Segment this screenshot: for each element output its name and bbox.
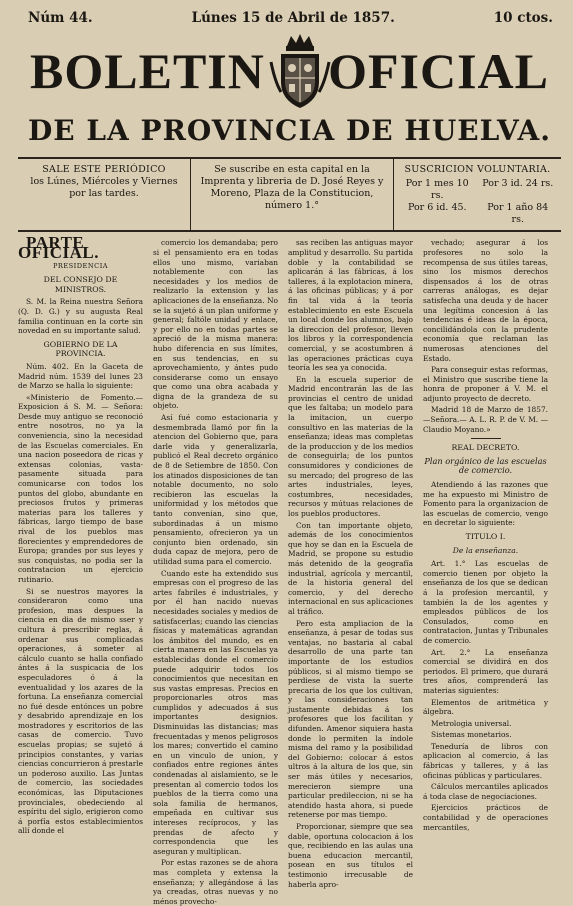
- issue-number: Núm 44.: [28, 10, 93, 26]
- paragraph: Teneduría de libros con aplicacion al comercio, á las fábricas y talleres, y á las oficinas públicas y particulares.: [423, 741, 548, 780]
- issue-price: 10 ctos.: [493, 10, 553, 26]
- issue-date: Lúnes 15 de Abril de 1857.: [191, 10, 395, 26]
- parte-oficial-heading: PARTE OFICIAL.: [18, 233, 99, 262]
- section-heading: PRESIDENCIA: [52, 261, 109, 270]
- paragraph: S. M. la Reina nuestra Señora (Q. D. G.) y su augusta Real familia continuan en la corte sin novedad en su importante salud.: [18, 297, 143, 336]
- subscription-place-box: [191, 159, 394, 230]
- price-list: [400, 178, 555, 226]
- subscription-place: Se suscribe en esta capital en la Imprenta y libreria de D. José Reyes y Moreno, Plaza de la Constitucion, número 1.°: [200, 164, 384, 211]
- publication-days: los Lúnes, Miércoles y Viernes por las tardes.: [30, 175, 178, 199]
- paragraph: Art. 2.° La enseñanza comercial se dividirá en dos periodos. El primero, que durará tres años, comprenderá las materias siguientes:: [423, 647, 548, 695]
- paragraph: En la escuela superior de Madrid encontrarán las de las provincias el centro de unidad que les faltaba; un modelo para la imitacion, un cuerpo consultivo en las materias de la enseñanza; ideas mas completas de la produccion y de los medios de conseguirla; de los puntos consumidores y condiciones de su mercado; del progreso de las artes industriales, leyes, costumbres, necesidades, recursos y mútuas relaciones de los pueblos productores.: [288, 374, 413, 518]
- paragraph: Metrologia universal.: [431, 718, 512, 728]
- plan-heading: Plan orgánico de las escuelas de comercio.: [424, 455, 547, 476]
- paragraph: Elementos de aritmética y álgebra.: [423, 697, 548, 717]
- column-2: [153, 238, 278, 906]
- subscription-prices-box: [394, 159, 561, 230]
- title-right: OFICIAL: [328, 43, 549, 99]
- column-3: [288, 238, 413, 889]
- column-1: [18, 233, 143, 836]
- publication-head: SALE ESTE PERIÓDICO: [42, 164, 166, 175]
- paragraph: Así fué como estacionaria y desmembrada llamó por fin la atencion del Gobierno que, para darle vida y generalizarla, publicó el Real decreto orgánico de 8 de Setiembre de 1850. Con los atinados disposiciones de tan notable documento, no solo recibieron las escuelas la uniformidad y los métodos que tanto convenian, sino que, subordinadas á un mismo pensamiento, ofrecieron ya un conjunto bien ordenado, sin duda capaz de mejora, pero de utilidad suma para el comercio.: [153, 413, 278, 566]
- section-heading: GOBIERNO DE LA PROVINCIA.: [43, 339, 118, 359]
- paragraph: Con tan importante objeto, además de los conocimientos que hoy se dan en la Escuela de Madrid, se propone su estudio más detenido de la geografía industrial, agrícola y mercantil, de la historia general del comercio, y del derecho internacional en sus aplicaciones al tráfico.: [288, 520, 413, 616]
- paragraph: comercio los demandaba; pero si el pensamiento era en todas ellos uno mismo, variaban notablemente con las necesidades y los medios de realizarlo la extension y las aplicaciones de la enseñanza. No se la sujetó á un plan uniforme y general; faltóle unidad y enlace, y por ello no en todas partes se apreció de la misma manera: hubo diferencia en sus límites, en sus tendencias, en su aprovechamiento, y ántes pudo considerarse como un ensayo que como una obra acabada y digna de la grandeza de su objeto.: [153, 238, 278, 411]
- price-item: Por 3 id. 24 rs.: [482, 177, 554, 189]
- paragraph: Ejercicios prácticos de contabilidad y de operaciones mercantiles,: [423, 803, 548, 832]
- masthead-top-line: [18, 0, 561, 26]
- paragraph: Proporcionar, siempre que sea dable, oportuna colocacion á los que, recibiendo en las aulas una buena educacion mercantil, posean en sus títulos el testimonio irrecusable de haberla apro-: [288, 822, 413, 889]
- section-heading: REAL DECRETO.: [451, 443, 520, 453]
- article-columns: [18, 233, 561, 906]
- price-item: Por 1 mes 10 rs.: [405, 177, 469, 201]
- coat-of-arms-icon: [265, 32, 335, 112]
- paragraph: Art. 1.° Las escuelas de comercio tienen por objeto la enseñanza de los que se dedican á la profesion mercantil, y también la de los agentes y empleados públicos de los Consulados, como en contratacion, Juntas y Tribunales de comercio.: [423, 559, 548, 645]
- paragraph: Pero esta ampliacion de la enseñanza, á pesar de todas sus ventajas, no bastaria al cabal desarrollo de una parte tan importante de los estudios públicos, si al mismo tiempo se perdiese de vista la suerte precaria de los que los cultivan, y las consideraciones tan justamente debidas á los profesores que los facilitan y difunden. Amenor siquiera hasta donde lo permiten la índole misma del ramo y la posibilidad del Gobierno: colocar á estos ultros á la altura de los que, sin ser más útiles y necesarios, merecieron siempre una particular predileccion, ni se ha atendido hasta ahora, si puede retenerse por mas tiempo.: [288, 618, 413, 820]
- paragraph: vechado; asegurar á los profesores no solo la recompensa de sus útiles tareas, sino los mismos derechos dispensados á los de otras carreras análogas, es dejar satisfecha una deuda y de hacer una legítima concesion á las tendencias é ideas de la época, concilidándola con la prudente economía que reclaman las numerosas atenciones del Estado.: [423, 238, 548, 363]
- section-heading: DEL CONSEJO DE MINISTROS.: [43, 275, 118, 294]
- paragraph: Núm. 402. En la Gaceta de Madrid núm. 1539 del lunes 23 de Marzo se halla lo siguiente:: [18, 361, 143, 391]
- paragraph: Madrid 18 de Marzo de 1857. —Señora.— A. L. R. P. de V. M. —Claudio Moyano.»: [423, 405, 548, 434]
- paragraph: Por estas razones se de ahora mas completa y extensa la enseñanza; y allegándose á las ya creadas, otras nuevas y no ménos provecho-: [153, 858, 278, 906]
- paragraph: Para conseguir estas reformas, el Ministro que suscribe tiene la honra de proponer á V. M. el adjunto proyecto de decreto.: [423, 365, 548, 403]
- province-subtitle: DE LA PROVINCIA DE HUELVA.: [28, 114, 551, 147]
- price-item: Por 6 id. 45.: [407, 201, 467, 213]
- paragraph: Sistemas monetarios.: [431, 730, 512, 740]
- price-item: Por 1 año 84 rs.: [487, 201, 549, 225]
- publication-info-bar: [18, 157, 561, 232]
- subscription-head: SUSCRICION VOLUNTARIA.: [404, 164, 551, 175]
- paragraph: Si se nuestros mayores la consideraron como una profesion, mas despues la ciencia en dia de mismo sser y cultura á prescribir reglas, á ordenar sus complicadas operaciones, á someter al cálculo cuanto se halla confiado ántes á la suspicacia de los especuladores ó á la eventualidad y los azares de la fortuna. La enseñanza comercial no fué desde entónces un pobre y desabrido aprendizaje en los mostradores y escritorios de las casas de comercio. Tuvo escuelas propias; se sujetó á principios constantes, y varias ciencias concurrieron á prestarle un poderoso auxilio. Las Juntas de comercio, las sociedades económicas, las Diputaciones provinciales, obedeciendo al espíritu del siglo, erigieron como á porfía estos establecimientos allí donde el: [18, 586, 143, 836]
- paragraph: Atendiendo á las razones que me ha expuesto mi Ministro de Fomento para la organizacion de las escuelas de comercio, vengo en decretar lo siguiente:: [423, 480, 548, 528]
- divider: [471, 438, 501, 439]
- title-left: BOLETIN: [30, 43, 265, 99]
- paragraph: «Ministerio de Fomento.—Exposicion á S. M. — Señora: Desde muy antiguo se reconoció entre nosotros, no ya la conveniencia, sino la necesidad de las Escuelas comerciales. En una nacion poseedora de ricas y extensas colonias, vasta-pasamente situada para comunicarse con todos los puntos del globo, abundante en preciosos frutos y primeras materias para los talleres y fábricas, largo tiempo de base rival de los pueblos mas florecientes y emprendedores de Europa; grandes por sus leyes y sus conquistas, no podia ser la contratacion un ejercicio rutinario.: [18, 392, 143, 584]
- paragraph: sas reciben las antiguas mayor amplitud y desarrollo. Su partida doble y la contabilidad se aplicarán á las fábricas, á los talleres, á la explotacion minera, á las oficinas públicas; y á por fin tal vida á la teoría establecimiento en este Escuela un local donde los alumnos, bajo la direccion del profesor, lleven los libros y la correspondencia comercial, y se acostumbren á las operaciones prácticas cuya teoría les sea ya conocida.: [288, 238, 413, 373]
- paragraph: Cuando este ha extendido sus empresas con el progreso de las artes fabriles é industriales, y por él han nacido nuevas necesidades sociales y medios de satisfacerlas; cuando las ciencias físicas y matemáticas agrandan los ámbitos del mundo, es en cierta manera en las Escuelas ya establecidas donde el comercio puede adquirir todos los conocimientos que necesitan en sus vastas empresas. Precios en proporcionarles otros mas cumplidos y adecuados á sus importantes designios. Disminuidas las distancias; mas frecuentadas y menos peligrosos los mares; convertido el camino en un vinculo de union, y confiados entre regiones ántes condenadas al aislamiento, se le presentan al comercio todos los pueblos de la tierra como una sola familia de hermanos, empeñada en cultivar sus intereses recíprocos, y las prendas de afecto y correspondencia que les aseguran y multiplican.: [153, 568, 278, 856]
- section-heading: TITULO I.: [465, 532, 506, 541]
- masthead-title: [18, 38, 561, 108]
- publication-days-box: [18, 159, 191, 230]
- paragraph: Cálculos mercantiles aplicados á toda clase de negociaciones.: [423, 782, 548, 801]
- column-4: [423, 238, 548, 832]
- subsection-heading: De la enseñanza.: [452, 545, 519, 555]
